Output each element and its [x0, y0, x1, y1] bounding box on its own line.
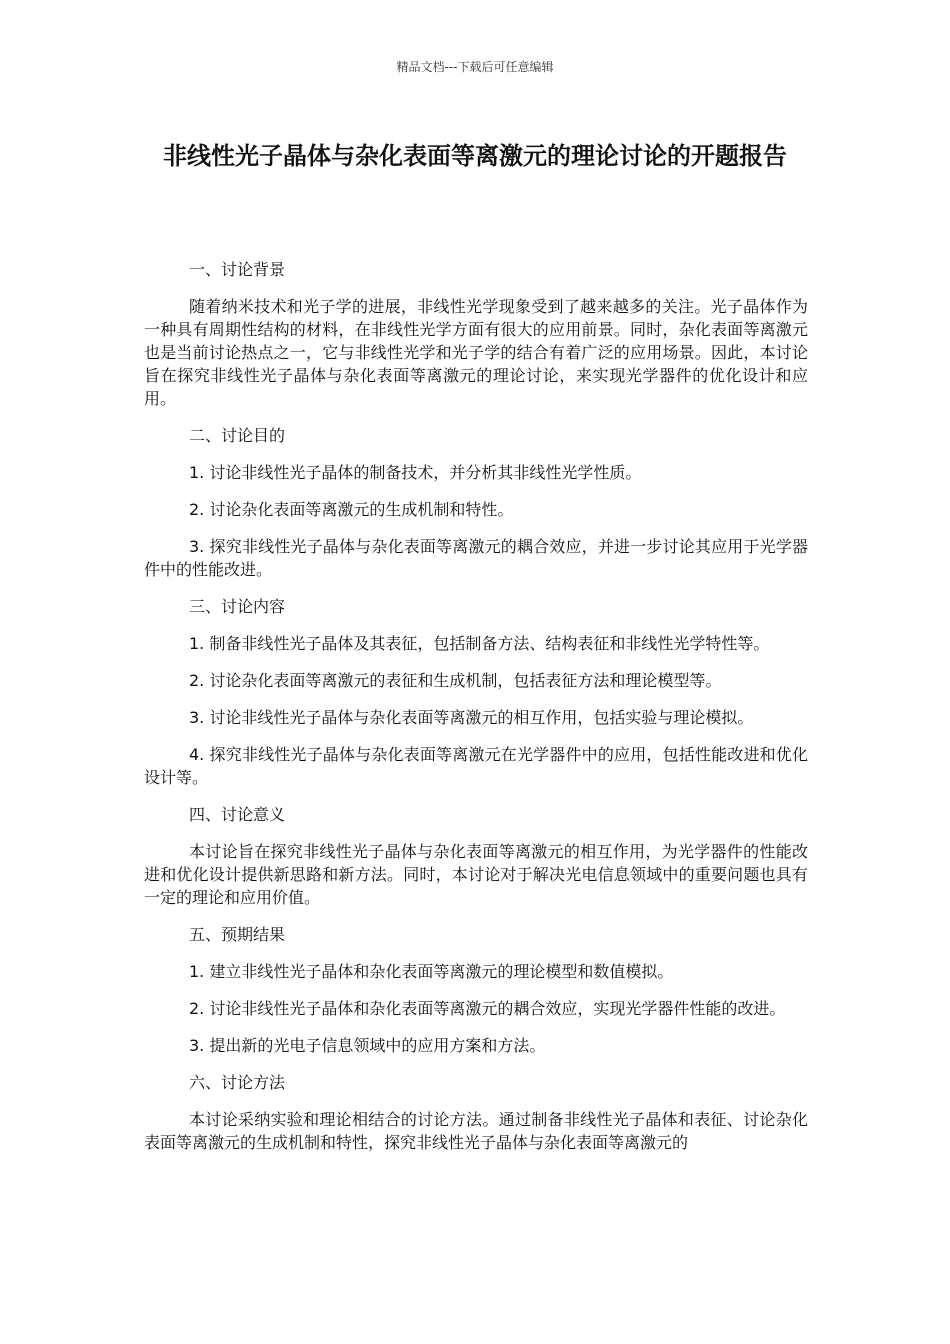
paragraph-purpose-2: 2. 讨论杂化表面等离激元的生成机制和特性。: [189, 500, 514, 519]
section-heading-content: 三、讨论内容: [189, 597, 286, 616]
paragraph-content-3: 3. 讨论非线性光子晶体与杂化表面等离激元的相互作用，包括实验与理论模拟。: [189, 708, 754, 727]
paragraph-purpose-3: 3. 探究非线性光子晶体与杂化表面等离激元的耦合效应，并进一步讨论其应用于光学器件中的性能改进。: [144, 537, 808, 579]
section-heading-purpose: 二、讨论目的: [189, 426, 286, 445]
paragraph-content-2: 2. 讨论杂化表面等离激元的表征和生成机制，包括表征方法和理论模型等。: [189, 671, 722, 690]
document-title: 非线性光子晶体与杂化表面等离激元的理论讨论的开题报告: [163, 142, 787, 170]
document-body: [144, 258, 808, 1168]
paragraph-methods: 本讨论采纳实验和理论相结合的讨论方法。通过制备非线性光子晶体和表征、讨论杂化表面等离激元的生成机制和特性，探究非线性光子晶体与杂化表面等离激元的: [144, 1110, 808, 1152]
paragraph-content-4: 4. 探究非线性光子晶体与杂化表面等离激元在光学器件中的应用，包括性能改进和优化设计等。: [144, 745, 808, 787]
section-heading-expected-results: 五、预期结果: [189, 925, 286, 944]
paragraph-content-1: 1. 制备非线性光子晶体及其表征，包括制备方法、结构表征和非线性光学特性等。: [189, 634, 770, 653]
section-heading-significance: 四、讨论意义: [189, 805, 286, 824]
section-heading-methods: 六、讨论方法: [189, 1073, 286, 1092]
section-heading-background: 一、讨论背景: [189, 260, 286, 279]
paragraph-results-2: 2. 讨论非线性光子晶体和杂化表面等离激元的耦合效应，实现光学器件性能的改进。: [189, 999, 786, 1018]
paragraph-significance: 本讨论旨在探究非线性光子晶体与杂化表面等离激元的相互作用，为光学器件的性能改进和优化设计提供新思路和新方法。同时，本讨论对于解决光电信息领域中的重要问题也具有一定的理论和应用价值。: [144, 842, 808, 907]
paragraph-results-3: 3. 提出新的光电子信息领域中的应用方案和方法。: [189, 1036, 546, 1055]
paragraph-purpose-1: 1. 讨论非线性光子晶体的制备技术，并分析其非线性光学性质。: [189, 463, 642, 482]
paragraph-background: 随着纳米技术和光子学的进展，非线性光学现象受到了越来越多的关注。光子晶体作为一种具有周期性结构的材料，在非线性光学方面有很大的应用前景。同时，杂化表面等离激元也是当前讨论热点之一，它与非线性光学和光子学的结合有着广泛的应用场景。因此，本讨论旨在探究非线性光子晶体与杂化表面等离激元的理论讨论，来实现光学器件的优化设计和应用。: [144, 297, 808, 408]
page-header-note: 精品文档---下载后可任意编辑: [396, 60, 554, 74]
paragraph-results-1: 1. 建立非线性光子晶体和杂化表面等离激元的理论模型和数值模拟。: [189, 962, 674, 981]
